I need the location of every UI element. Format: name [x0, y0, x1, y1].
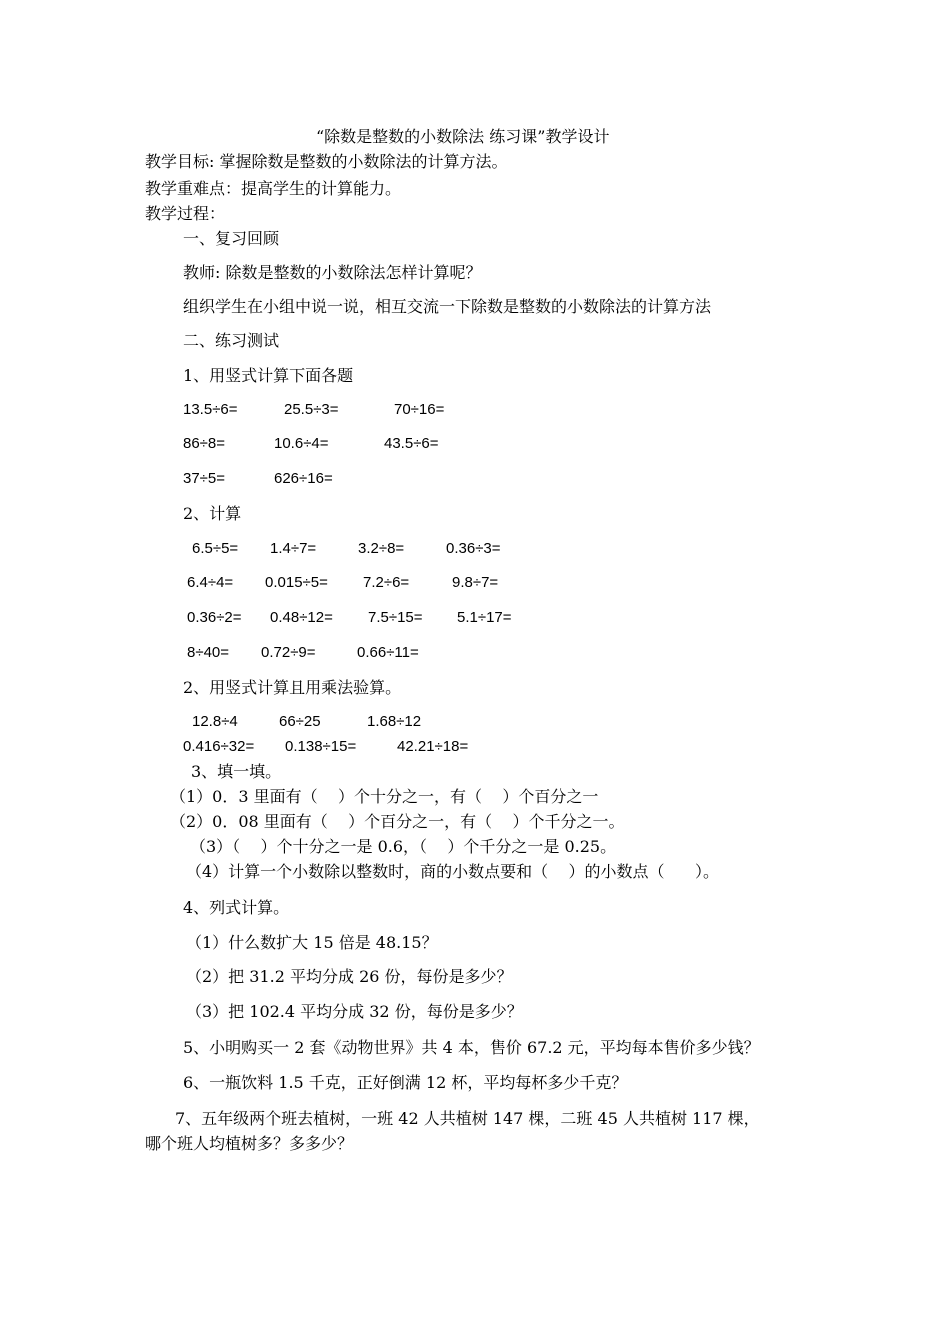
q6-text: 6、一瓶饮料 1.5 千克，正好倒满 12 杯，平均每杯多少千克？ — [183, 1073, 628, 1092]
q4-heading: 4、列式计算。 — [183, 898, 290, 917]
q3-item: （4）计算一个小数除以整数时，商的小数点要和（ ）的小数点（ ）。 — [186, 862, 720, 881]
q2-heading: 2、计算 — [183, 504, 242, 523]
q7-text-continued: 哪个班人均植树多？多多少？ — [145, 1134, 354, 1153]
q3-heading: 3、填一填。 — [191, 762, 282, 781]
teaching-process: 教学过程： — [145, 204, 226, 223]
q2b-item: 12.8÷4 — [192, 713, 238, 730]
q3-item: （1）0．3 里面有（ ）个十分之一，有（ ）个百分之一 — [170, 787, 599, 806]
q2-item: 0.66÷11= — [357, 644, 419, 661]
q1-item: 70÷16= — [394, 401, 445, 418]
q4-item: （3）把 102.4 平均分成 32 份，每份是多少？ — [186, 1002, 523, 1021]
q2-item: 6.4÷4= — [187, 574, 234, 591]
q3-item: （2）0．08 里面有（ ）个百分之一，有（ ）个千分之一。 — [170, 812, 625, 831]
q1-item: 86÷8= — [183, 435, 226, 452]
teaching-objective: 教学目标: 掌握除数是整数的小数除法的计算方法。 — [145, 152, 508, 171]
q2b-item: 0.416÷32= — [183, 738, 255, 755]
q5-text: 5、小明购买一 2 套《动物世界》共 4 本，售价 67.2 元，平均每本售价多少钱？ — [183, 1038, 760, 1057]
q2-item: 9.8÷7= — [452, 574, 499, 591]
q2-item: 6.5÷5= — [192, 540, 239, 557]
q1-item: 43.5÷6= — [384, 435, 439, 452]
q2-item: 0.36÷2= — [187, 609, 242, 626]
q1-item: 37÷5= — [183, 470, 226, 487]
group-discussion: 组织学生在小组中说一说，相互交流一下除数是整数的小数除法的计算方法 — [183, 297, 712, 316]
page-title: “除数是整数的小数除法 练习课”教学设计 — [316, 127, 610, 146]
q2b-item: 42.21÷18= — [397, 738, 469, 755]
q2-item: 0.015÷5= — [265, 574, 328, 591]
q2-item: 7.2÷6= — [363, 574, 410, 591]
q1-item: 25.5÷3= — [284, 401, 339, 418]
q7-text: 7、五年级两个班去植树，一班 42 人共植树 147 棵，二班 45 人共植树 117 棵， — [175, 1109, 760, 1128]
q2-item: 0.72÷9= — [261, 644, 316, 661]
q1-item: 626÷16= — [274, 470, 333, 487]
q1-item: 13.5÷6= — [183, 401, 238, 418]
q4-item: （1）什么数扩大 15 倍是 48.15？ — [186, 933, 438, 952]
q2-item: 5.1÷17= — [457, 609, 512, 626]
q4-item: （2）把 31.2 平均分成 26 份，每份是多少？ — [186, 967, 513, 986]
q2-item: 8÷40= — [187, 644, 230, 661]
q1-heading: 1、用竖式计算下面各题 — [183, 366, 354, 385]
teacher-question: 教师: 除数是整数的小数除法怎样计算呢？ — [183, 263, 482, 282]
q2b-heading: 2、用竖式计算且用乘法验算。 — [183, 678, 402, 697]
q2-item: 1.4÷7= — [270, 540, 317, 557]
teaching-difficulty: 教学重难点：提高学生的计算能力。 — [145, 179, 402, 198]
q2-item: 3.2÷8= — [358, 540, 405, 557]
q1-item: 10.6÷4= — [274, 435, 329, 452]
q2-item: 0.48÷12= — [270, 609, 333, 626]
q2b-item: 1.68÷12 — [367, 713, 422, 730]
section-review-heading: 一、复习回顾 — [183, 229, 280, 248]
q3-item: （3）（ ）个十分之一是 0.6，（ ）个千分之一是 0.25。 — [190, 837, 617, 856]
q2-item: 7.5÷15= — [368, 609, 423, 626]
q2b-item: 0.138÷15= — [285, 738, 357, 755]
q2b-item: 66÷25 — [279, 713, 321, 730]
q2-item: 0.36÷3= — [446, 540, 501, 557]
section-practice-heading: 二、练习测试 — [183, 331, 280, 350]
